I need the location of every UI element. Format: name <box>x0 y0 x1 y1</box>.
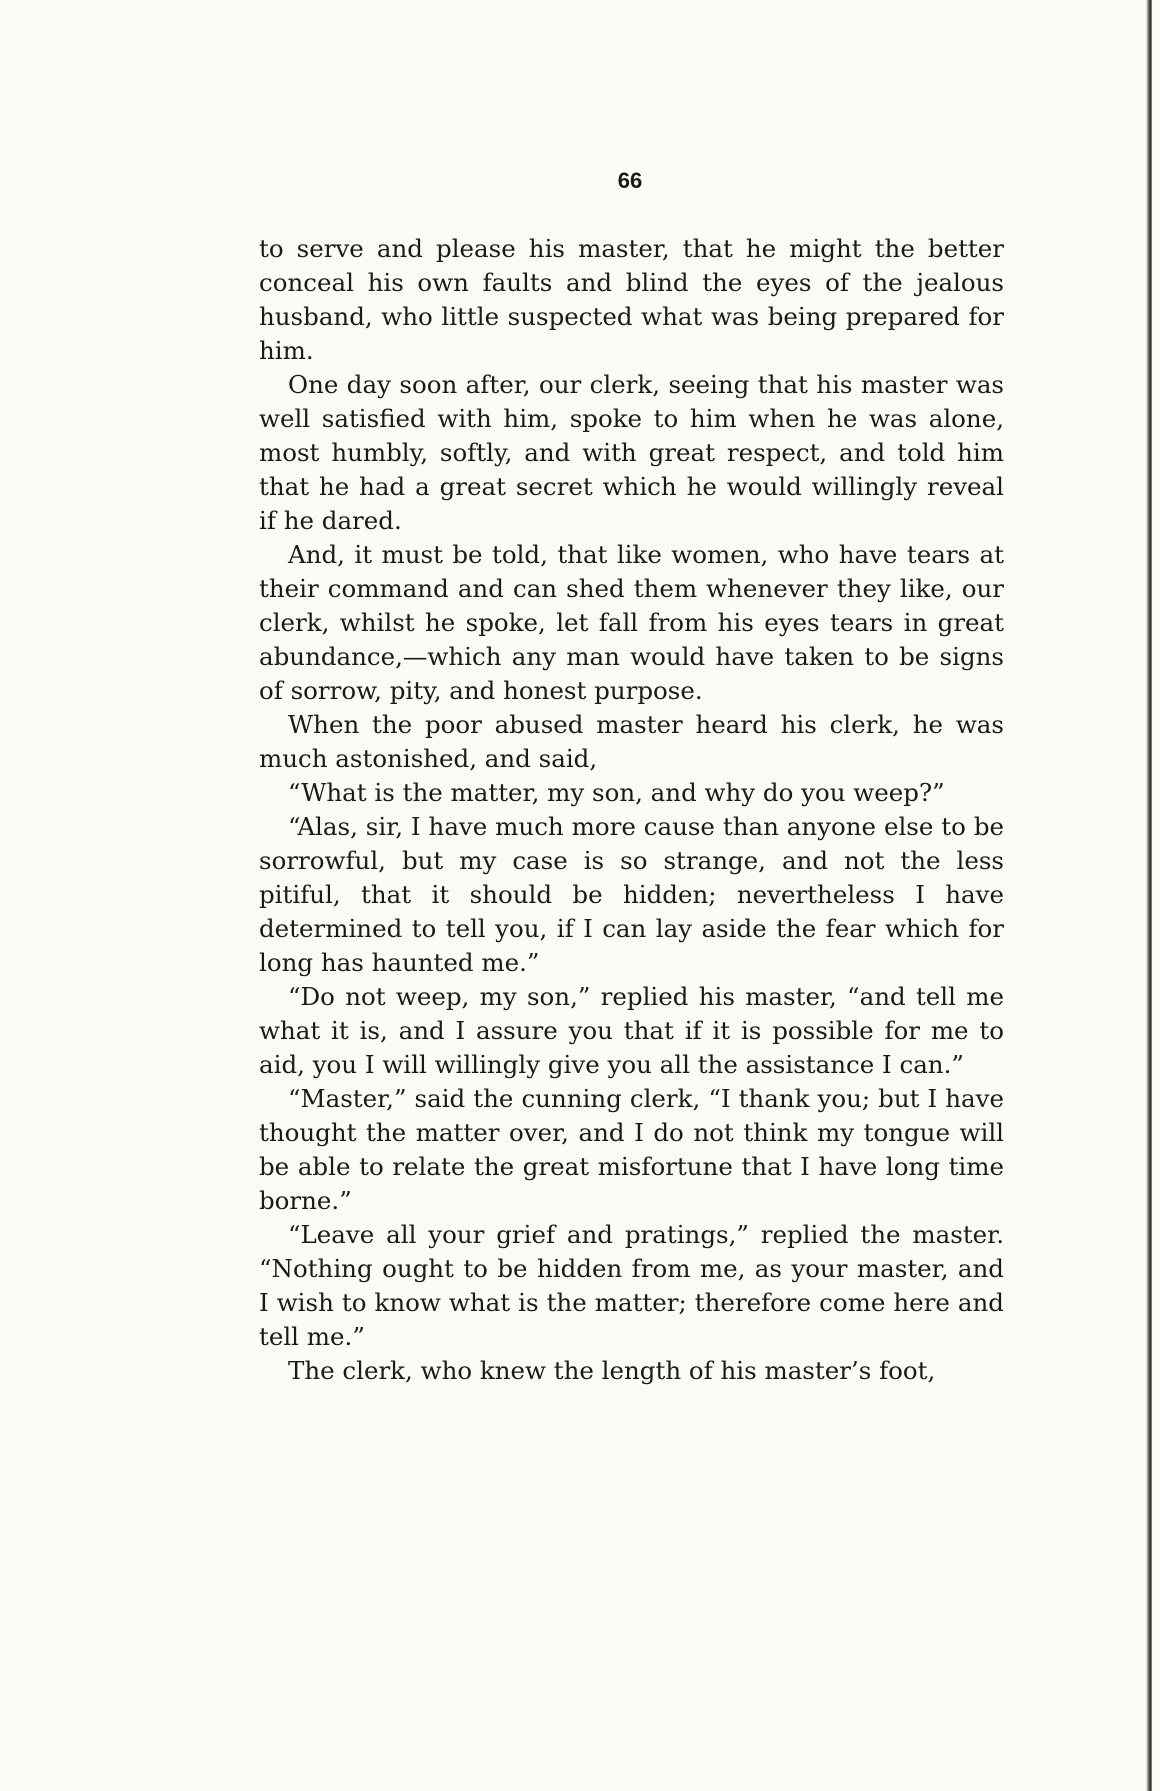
paragraph: One day soon after, our clerk, seeing that his master was well satisfied with him, spoke to him when he was alone, most humbly, softly, and with great respect, and told him that he had a great secret which he would willingly reveal if he dared. <box>259 370 1004 535</box>
page-edge-strip <box>1152 0 1160 1791</box>
paragraph: “Alas, sir, I have much more cause than anyone else to be sorrowful, but my case is so strange, and not the less pitiful, that it should be hidden; nevertheless I have determined to tell you, if I can lay aside the fear which for long has haunted me.” <box>259 812 1004 977</box>
paragraph: “Leave all your grief and pratings,” replied the master. “Nothing ought to be hidden from me, as your master, and I wish to know what is the matter; therefore come here and tell me.” <box>259 1220 1004 1351</box>
paragraph: The clerk, who knew the length of his master’s foot, <box>288 1356 936 1385</box>
page-number: 66 <box>617 168 643 193</box>
paragraph: “What is the matter, my son, and why do you weep?” <box>288 778 945 807</box>
paragraph: And, it must be told, that like women, who have tears at their command and can shed them whenever they like, our clerk, whilst he spoke, let fall from his eyes tears in great abundance,—which any man would have taken to be signs of sorrow, pity, and honest purpose. <box>259 540 1004 705</box>
body-text <box>259 232 1004 1388</box>
paragraph: When the poor abused master heard his clerk, he was much astonished, and said, <box>259 710 1004 773</box>
paragraph-continued: to serve and please his master, that he might the better conceal his own faults and blind the eyes of the jealous husband, who little suspected what was being prepared for him. <box>259 234 1004 365</box>
paragraph: “Do not weep, my son,” replied his master, “and tell me what it is, and I assure you that if it is possible for me to aid, you I will willingly give you all the assistance I can.” <box>259 982 1004 1079</box>
paragraph: “Master,” said the cunning clerk, “I thank you; but I have thought the matter over, and I do not think my tongue will be able to relate the great misfortune that I have long time borne.” <box>259 1084 1004 1215</box>
